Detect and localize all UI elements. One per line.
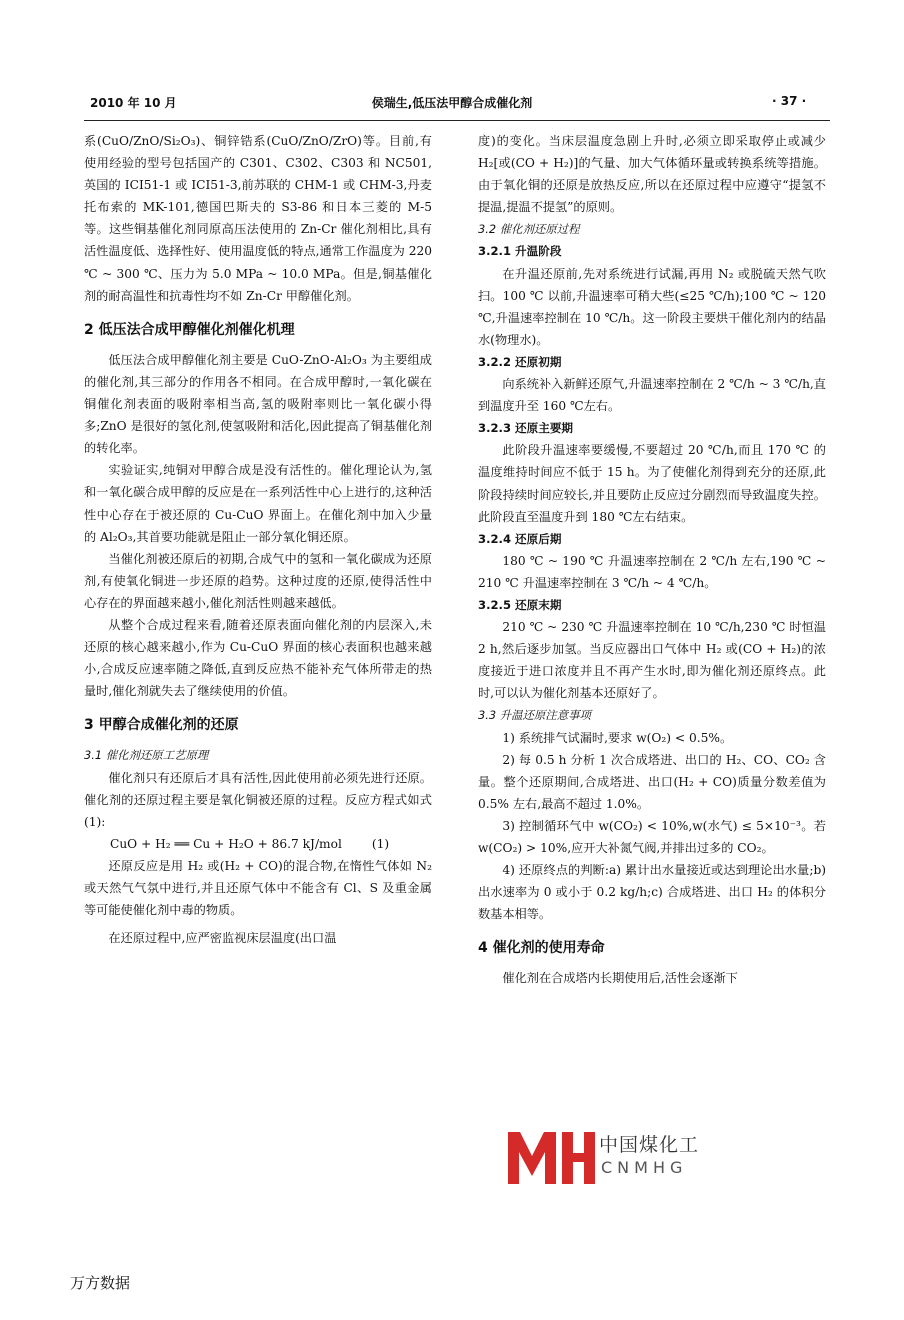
section-heading-2: 2 低压法合成甲醇催化剂催化机理 bbox=[84, 321, 295, 338]
paragraph: 催化剂在合成塔内长期使用后,活性会逐渐下 bbox=[502, 971, 738, 986]
paragraph: 实验证实,纯铜对甲醇合成是没有活性的。催化理论认为,氢和一氧化碳合成甲醇的反应是在一系列活性中心上进行的,这种活性中心存在于被还原的 Cu-CuO 界面上。在催化剂中加入少量的 Al₂O₃,其首要功能就是阻止一部分氧化铜还原。 bbox=[84, 463, 432, 544]
right-column bbox=[478, 130, 826, 990]
subsection-heading-3-2-4: 3.2.4 还原后期 bbox=[478, 531, 562, 546]
watermark-cn: 中国煤化工 bbox=[599, 1134, 700, 1156]
paragraph: 当催化剂被还原后的初期,合成气中的氢和一氧化碳成为还原剂,有使氧化铜进一步还原的趋势。这种过度的还原,使得活性中心存在的界面越来越小,催化剂活性则越来越低。 bbox=[84, 551, 432, 610]
header-date: 2010 年 10 月 bbox=[90, 96, 177, 110]
equation-1 bbox=[84, 833, 432, 855]
list-item: 1) 系统排气试漏时,要求 w(O₂) < 0.5%。 bbox=[502, 730, 733, 745]
header-page-number: · 37 · bbox=[772, 94, 807, 108]
list-item: 4) 还原终点的判断:a) 累计出水量接近或达到理论出水量;b) 出水速率为 0 或小于 0.2 kg/h;c) 合成塔进、出口 H₂ 的体积分数基本相等。 bbox=[478, 863, 826, 922]
watermark-logo bbox=[504, 1126, 734, 1186]
list-item: 3) 控制循环气中 w(CO₂) < 10%,w(水气) ≤ 5×10⁻³。若 w(CO₂) > 10%,应开大补氮气阀,并排出过多的 CO₂。 bbox=[478, 818, 826, 855]
subsection-heading-3-2-3: 3.2.3 还原主要期 bbox=[478, 421, 574, 436]
subsection-heading-3-3: 3.3 升温还原注意事项 bbox=[478, 708, 591, 723]
left-column bbox=[84, 130, 432, 949]
header-rule bbox=[84, 120, 830, 121]
paragraph: 系(CuO/ZnO/Si₂O₃)、铜锌锆系(CuO/ZnO/ZrO)等。目前,有使用经验的型号包括国产的 C301、C302、C303 和 NC501,英国的 ICI51-1 或 ICI51-3,前苏联的 CHM-1 或 CHM-3,丹麦托布索的 MK-101,德国巴斯夫的 S3-86 和日本三菱的 M-5 等。这些铜基催化剂同原高压法使用的 Zn-Cr 催化剂相比,具有活性温度低、选择性好、使用温度低的特点,通常工作温度为 220 ℃ ~ 300 ℃、压力为 5.0 MPa ~ 10.0 MPa。但是,铜基催化剂的耐高温性和抗毒性均不如 Zn-Cr 甲醇催化剂。 bbox=[84, 134, 432, 303]
paragraph: 还原反应是用 H₂ 或(H₂ + CO)的混合物,在惰性气体如 N₂ 或天然气气氛中进行,并且还原气体中不能含有 Cl、S 及重金属等可能使催化剂中毒的物质。 bbox=[84, 858, 432, 918]
list-item: 2) 每 0.5 h 分析 1 次合成塔进、出口的 H₂、CO、CO₂ 含量。整个还原期间,合成塔进、出口(H₂ + CO)质量分数差值为 0.5% 左右,最高不超过 1.0%。 bbox=[478, 752, 826, 811]
subsection-heading-3-2-5: 3.2.5 还原末期 bbox=[478, 597, 562, 612]
paragraph: 催化剂只有还原后才具有活性,因此使用前必须先进行还原。催化剂的还原过程主要是氧化铜被还原的过程。反应方程式如式(1): bbox=[84, 770, 432, 829]
paragraph: 此阶段升温速率要缓慢,不要超过 20 ℃/h,而且 170 ℃ 的温度维持时间应不低于 15 h。为了使催化剂得到充分的还原,此阶段持续时间应较长,并且要防止反应过分剧烈而导致温度失控。此阶段直至温度升到 180 ℃左右结束。 bbox=[478, 443, 826, 524]
paragraph: 在还原过程中,应严密监视床层温度(出口温 bbox=[108, 931, 337, 946]
equation-number: (1) bbox=[371, 836, 390, 851]
subsection-heading-3-2: 3.2 催化剂还原过程 bbox=[478, 222, 580, 237]
header-title: 侯瑞生,低压法甲醇合成催化剂 bbox=[371, 96, 533, 110]
footer-source: 万方数据 bbox=[70, 1274, 131, 1292]
subsection-heading-3-2-1: 3.2.1 升温阶段 bbox=[478, 244, 562, 259]
paragraph: 向系统补入新鲜还原气,升温速率控制在 2 ℃/h ~ 3 ℃/h,直到温度升至 160 ℃左右。 bbox=[478, 377, 826, 414]
paragraph: 度)的变化。当床层温度急剧上升时,必须立即采取停止或减少 H₂[或(CO + H₂)]的气量、加大气体循环量或转换系统等措施。由于氧化铜的还原是放热反应,所以在还原过程中应遵守“提氢不提温,提温不提氢”的原则。 bbox=[478, 134, 826, 215]
subsection-heading-3-1: 3.1 催化剂还原工艺原理 bbox=[84, 748, 209, 763]
watermark-en: CNMHG bbox=[601, 1158, 688, 1177]
mh-logo-icon bbox=[504, 1126, 596, 1186]
equation-body: CuO + H₂ ══ Cu + H₂O + 86.7 kJ/mol bbox=[110, 836, 342, 851]
section-heading-3: 3 甲醇合成催化剂的还原 bbox=[84, 717, 239, 734]
paragraph: 在升温还原前,先对系统进行试漏,再用 N₂ 或脱硫天然气吹扫。100 ℃ 以前,升温速率可稍大些(≤25 ℃/h);100 ℃ ~ 120 ℃,升温速率控制在 10 ℃/h。这一阶段主要烘干催化剂内的结晶水(物理水)。 bbox=[478, 266, 826, 347]
section-heading-4: 4 催化剂的使用寿命 bbox=[478, 940, 605, 957]
paragraph: 从整个合成过程来看,随着还原表面向催化剂的内层深入,未还原的核心越来越小,作为 Cu-CuO 界面的核心表面积也越来越小,合成反应速率随之降低,直到反应热不能补充气体所带走的热量时,催化剂就失去了继续使用的价值。 bbox=[84, 617, 432, 699]
subsection-heading-3-2-2: 3.2.2 还原初期 bbox=[478, 354, 562, 369]
paragraph: 低压法合成甲醇催化剂主要是 CuO-ZnO-Al₂O₃ 为主要组成的催化剂,其三部分的作用各不相同。在合成甲醇时,一氧化碳在铜催化剂表面的吸附率相当高,氢的吸附率则比一氧化碳小得多;ZnO 是很好的氢化剂,使氢吸附和活化,因此提高了铜基催化剂的转化率。 bbox=[84, 352, 432, 456]
paragraph: 180 ℃ ~ 190 ℃ 升温速率控制在 2 ℃/h 左右,190 ℃ ~ 210 ℃ 升温速率控制在 3 ℃/h ~ 4 ℃/h。 bbox=[478, 553, 826, 590]
paragraph: 210 ℃ ~ 230 ℃ 升温速率控制在 10 ℃/h,230 ℃ 时恒温 2 h,然后逐步加氢。当反应器出口气体中 H₂ 或(CO + H₂)的浓度接近于进口浓度并且不再产生水时,即为催化剂还原终点。此时,可以认为催化剂基本还原好了。 bbox=[478, 620, 826, 701]
